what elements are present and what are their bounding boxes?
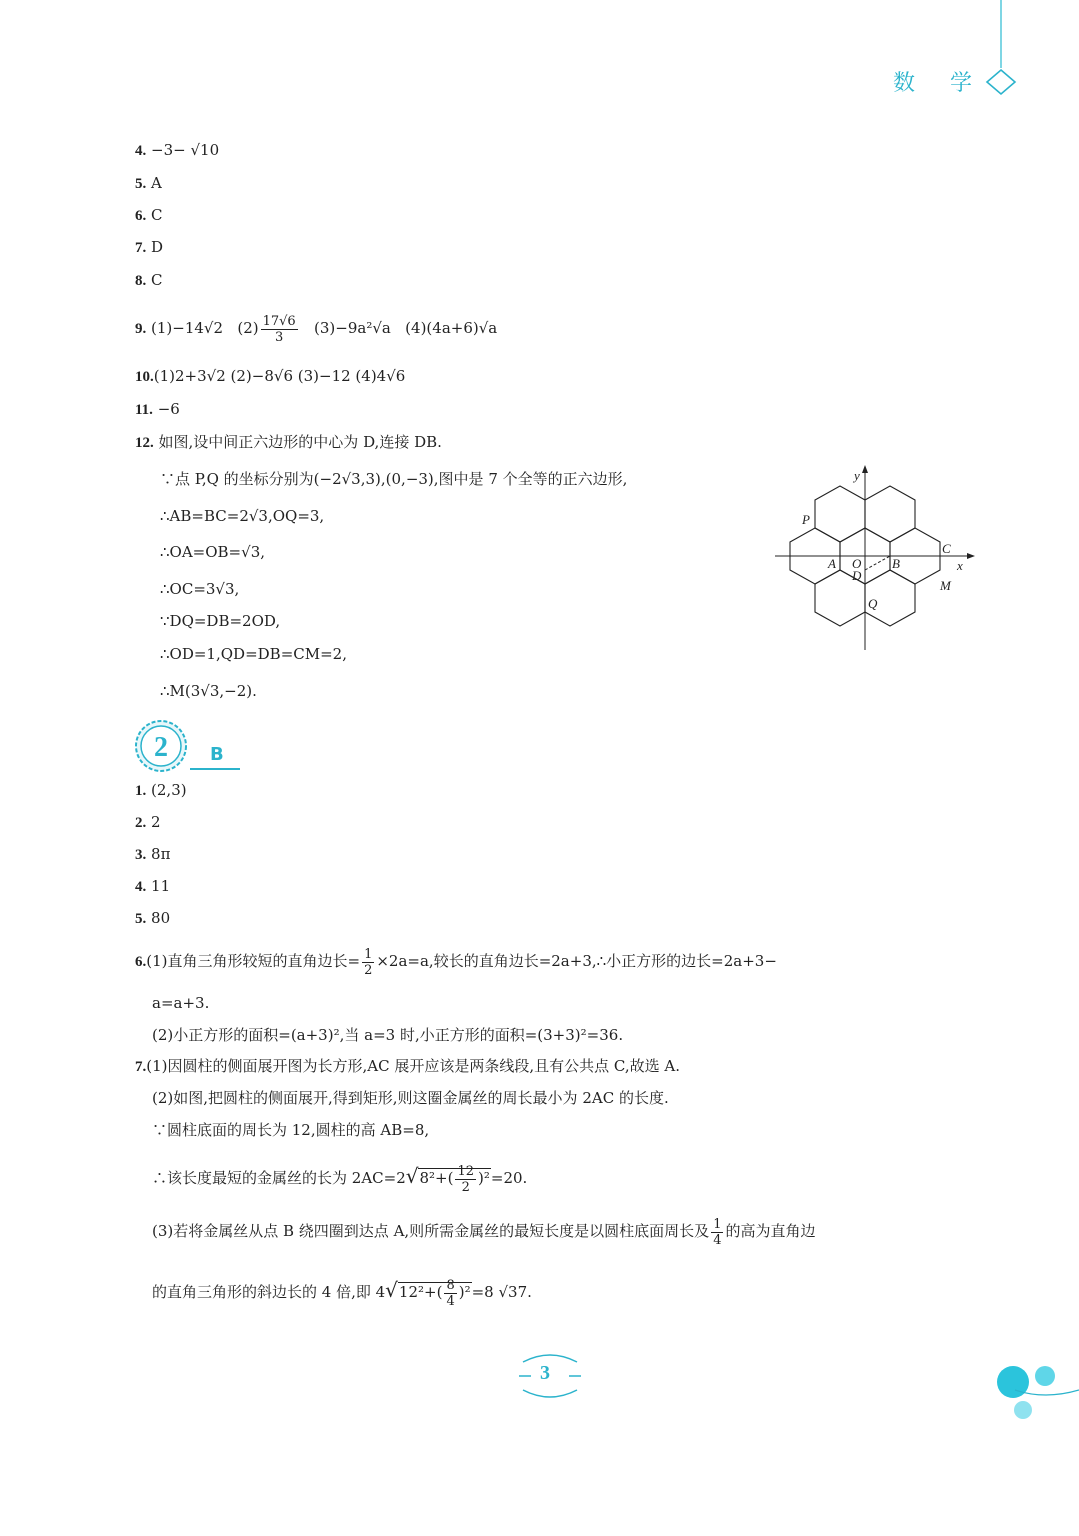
hexagon-top-right xyxy=(865,486,915,542)
label-c: C xyxy=(942,541,951,556)
b-answer-3: 3. 8π xyxy=(135,845,171,863)
b-answer-4: 4. 11 xyxy=(135,877,171,895)
page-number-badge-icon xyxy=(515,1352,585,1402)
answer-6: 6. C xyxy=(135,206,163,224)
b-answer-6-line-1: 6.(1)直角三角形较短的直角边长= $\frac{1}{2}$ ×2a=a,较长的直角边长=2a+3,∴小正方形的边长=2a+3− xyxy=(135,946,777,978)
answer-7: 7. D xyxy=(135,238,164,256)
answer-8: 8. C xyxy=(135,271,163,289)
b-answer-7-line-1: 7.(1)因圆柱的侧面展开图为长方形,AC 展开应该是两条线段,且有公共点 C,故选 A. xyxy=(135,1057,680,1075)
b-answer-7-line-4: ∴该长度最短的金属丝的长为 2AC=2√8²+( $\frac{12}{2}$ )²=20. xyxy=(152,1163,528,1195)
label-m: M xyxy=(940,578,951,593)
section-letter: B xyxy=(210,744,224,765)
hexagon-top-left xyxy=(815,486,865,542)
answer-5: 5. A xyxy=(135,174,162,192)
section-badge-icon xyxy=(133,718,189,774)
header-diamond-icon xyxy=(985,0,1025,100)
label-a: A xyxy=(828,556,836,571)
answer-12-line-3: ∴AB=BC=2√3,OQ=3, xyxy=(160,507,325,525)
subject-title: 数 学 xyxy=(893,71,986,96)
answer-12-line-4: ∴OA=OB=√3, xyxy=(160,543,265,561)
b-answer-1: 1. (2,3) xyxy=(135,781,187,799)
label-b: B xyxy=(892,556,900,571)
section-underline xyxy=(190,768,240,770)
b-answer-7-line-5: (3)若将金属丝从点 B 绕四圈到达点 A,则所需金属丝的最短长度是以圆柱底面周长及 $\frac{1}{4}$ 的高为直角边 xyxy=(152,1216,816,1248)
x-axis-arrow xyxy=(967,553,975,559)
answer-11: 11. −6 xyxy=(135,400,180,418)
answer-12-line-7: ∴OD=1,QD=DB=CM=2, xyxy=(160,645,347,663)
label-q: Q xyxy=(868,596,878,611)
label-y: y xyxy=(854,468,860,483)
b-answer-6-line-2: a=a+3. xyxy=(152,994,210,1012)
hexagon-figure xyxy=(770,460,980,660)
label-p: P xyxy=(802,512,810,527)
label-x: x xyxy=(957,558,963,573)
answer-12-line-6: ∵DQ=DB=2OD, xyxy=(160,612,281,630)
answer-12-line-1: 12. 如图,设中间正六边形的中心为 D,连接 DB. xyxy=(135,433,442,451)
answer-4: 4. −3− √10 xyxy=(135,141,220,159)
y-axis-arrow xyxy=(862,465,868,473)
page-number: 3 xyxy=(540,1362,550,1384)
b-answer-7-line-3: ∵圆柱底面的周长为 12,圆柱的高 AB=8, xyxy=(152,1121,430,1139)
answer-12-line-8: ∴M(3√3,−2). xyxy=(160,682,257,700)
answer-12-line-5: ∴OC=3√3, xyxy=(160,580,240,598)
label-d: D xyxy=(852,568,862,583)
b-answer-5: 5. 80 xyxy=(135,909,171,927)
answer-9: 9. (1)−14√2 (2) $\frac{17√6}{3}$ (3)−9a²√a (4)(4a+6)√a xyxy=(135,313,498,345)
b-answer-2: 2. 2 xyxy=(135,813,161,831)
svg-text:2: 2 xyxy=(154,732,168,763)
decorative-bubbles-icon xyxy=(985,1360,1079,1430)
b-answer-7-line-2: (2)如图,把圆柱的侧面展开,得到矩形,则这圈金属丝的周长最小为 2AC 的长度. xyxy=(152,1089,669,1107)
answer-12-line-2: ∵点 P,Q 的坐标分别为(−2√3,3),(0,−3),图中是 7 个全等的正六边形, xyxy=(160,470,628,488)
b-answer-6-line-3: (2)小正方形的面积=(a+3)²,当 a=3 时,小正方形的面积=(3+3)²=36. xyxy=(152,1026,624,1044)
segment-db xyxy=(865,556,890,570)
label-o: O xyxy=(852,556,862,571)
answer-10: 10.(1)2+3√2 (2)−8√6 (3)−12 (4)4√6 xyxy=(135,367,406,385)
b-answer-7-line-6: 的直角三角形的斜边长的 4 倍,即 4√12²+( $\frac{8}{4}$ )²=8 √37. xyxy=(152,1277,532,1309)
